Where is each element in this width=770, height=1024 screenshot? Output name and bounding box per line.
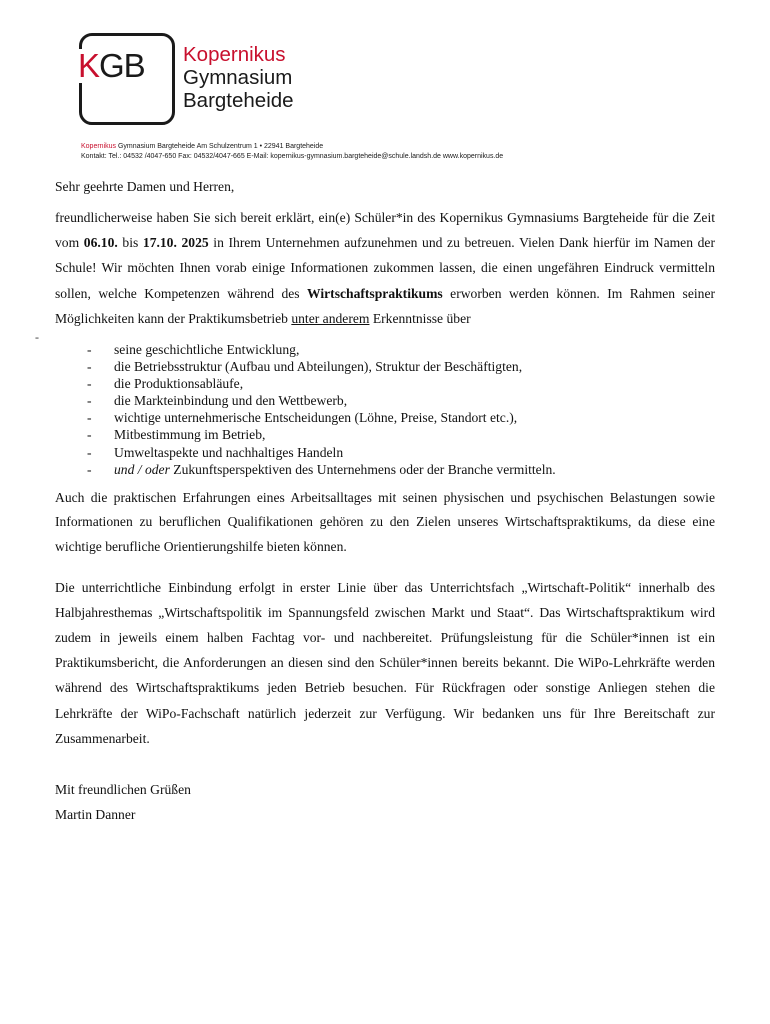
list-item xyxy=(87,341,715,358)
list-dash: - xyxy=(87,342,92,358)
list-item xyxy=(87,358,715,375)
closing-block xyxy=(55,777,715,827)
school-name xyxy=(183,43,294,112)
underlined-phrase: unter anderem xyxy=(291,310,370,326)
intro-text-1: freundlicherweise haben Sie sich bereit erklärt, ein(e) Schüler*in des Kopernikus Gymnasiums Bargteheide für die Zeit vom xyxy=(55,210,715,251)
closing-greeting: Mit freundlichen Grüßen xyxy=(55,781,191,797)
list-item-text: Mitbestimmung im Betrieb, xyxy=(114,427,266,443)
list-item xyxy=(87,392,715,409)
list-dash: - xyxy=(87,376,92,392)
school-name-line-3: Bargteheide xyxy=(183,89,294,112)
logo-letters-gb: GB xyxy=(99,47,145,84)
margin-mark: - xyxy=(35,330,39,344)
list-item-text: Umweltaspekte und nachhaltiges Handeln xyxy=(114,444,344,460)
intro-text-2: bis xyxy=(117,235,143,251)
internship-end-date: 17.10. 2025 xyxy=(142,235,209,251)
internship-start-date: 06.10. xyxy=(83,235,118,251)
list-item xyxy=(87,409,715,426)
contact-address-line xyxy=(81,142,503,152)
list-item xyxy=(87,444,715,461)
list-item-text: seine geschichtliche Entwicklung, xyxy=(114,342,300,358)
paragraph-curriculum: Die unterrichtliche Einbindung erfolgt in erster Linie über das Unterrichtsfach „Wirtschaft-Politik“ innerhalb des Halbjahresthemas „Wirtschaftspolitik im Spannungsfeld zwischen Markt und Staat“. Das Wirtschaftspraktikum wird zudem in jeweils einem halben Fachtag vor- und nachbereitet. Prüfungsleistung für die Schüler*innen ist ein Praktikumsbericht, die Anforderungen an diesen sind den Schüler*innen bereits bekannt. Die WiPo-Lehrkräfte werden während des Wirtschaftspraktikums jeden Betrieb besuchen. Für Rückfragen oder sonstige Anliegen stehen die Lehrkräfte der WiPo-Fachschaft natürlich jederzeit zur Verfügung. Wir bedanken uns für Ihre Bereitschaft zur Zusammenarbeit. xyxy=(55,579,715,746)
school-name-line-1: Kopernikus xyxy=(183,43,286,66)
list-dash: - xyxy=(87,393,92,409)
list-item-text: Zukunftsperspektiven des Unternehmens oder der Branche vermitteln. xyxy=(169,461,556,477)
list-item-text: wichtige unternehmerische Entscheidungen (Löhne, Preise, Standort etc.), xyxy=(114,410,518,426)
list-item-text: die Produktionsabläufe, xyxy=(114,376,244,392)
list-item xyxy=(87,461,715,478)
school-logo xyxy=(78,49,146,83)
list-item-italic: und / oder xyxy=(114,461,170,477)
topics-list xyxy=(87,341,715,478)
contact-info xyxy=(81,142,503,162)
intro-text-3: in Ihrem Unternehmen aufzunehmen und zu betreuen. Vielen Dank hierfür im Namen der Schule! Wir möchten Ihnen vorab einige Informationen zukommen lassen, die einen ungefähren Eindruck vermitteln sollen, welche Kompetenzen während des xyxy=(55,235,715,301)
list-item xyxy=(87,426,715,443)
school-name-line-2: Gymnasium xyxy=(183,66,293,89)
list-dash: - xyxy=(87,410,92,426)
intro-text-5: Erkenntnisse über xyxy=(369,310,471,326)
paragraph-intro xyxy=(55,205,715,331)
paragraph-experience: Auch die praktischen Erfahrungen eines Arbeitsalltages mit seinen physischen und psychischen Belastungen sowie Informationen zu beruflichen Qualifikationen gehören zu den Zielen unseres Wirtschaftspraktikums, da diese eine wichtige berufliche Orientierungshilfe bieten können. xyxy=(55,489,715,554)
list-dash: - xyxy=(87,444,92,460)
internship-term: Wirtschaftspraktikums xyxy=(307,285,443,301)
salutation: Sehr geehrte Damen und Herren, xyxy=(55,179,235,194)
contact-details-line: Kontakt: Tel.: 04532 /4047-650 Fax: 04532/4047-665 E-Mail: kopernikus-gymnasium.bargteheide@schule.landsh.de www.kopernikus.de xyxy=(81,153,504,160)
letter-body xyxy=(55,178,715,827)
list-dash: - xyxy=(87,461,92,477)
list-item-text: die Markteinbindung und den Wettbewerb, xyxy=(114,393,348,409)
list-dash: - xyxy=(87,427,92,443)
list-item xyxy=(87,375,715,392)
logo-letter-k: K xyxy=(78,47,100,84)
signature-name: Martin Danner xyxy=(55,806,136,822)
contact-address: Gymnasium Bargteheide Am Schulzentrum 1 • 22941 Bargteheide xyxy=(116,143,324,150)
list-item-text: die Betriebsstruktur (Aufbau und Abteilungen), Struktur der Beschäftigten, xyxy=(114,359,523,375)
list-dash: - xyxy=(87,359,92,375)
intro-text-4: erworben werden können. Im Rahmen seiner Möglichkeiten kann der Praktikumsbetrieb xyxy=(55,285,716,326)
contact-school-name: Kopernikus xyxy=(81,143,117,150)
